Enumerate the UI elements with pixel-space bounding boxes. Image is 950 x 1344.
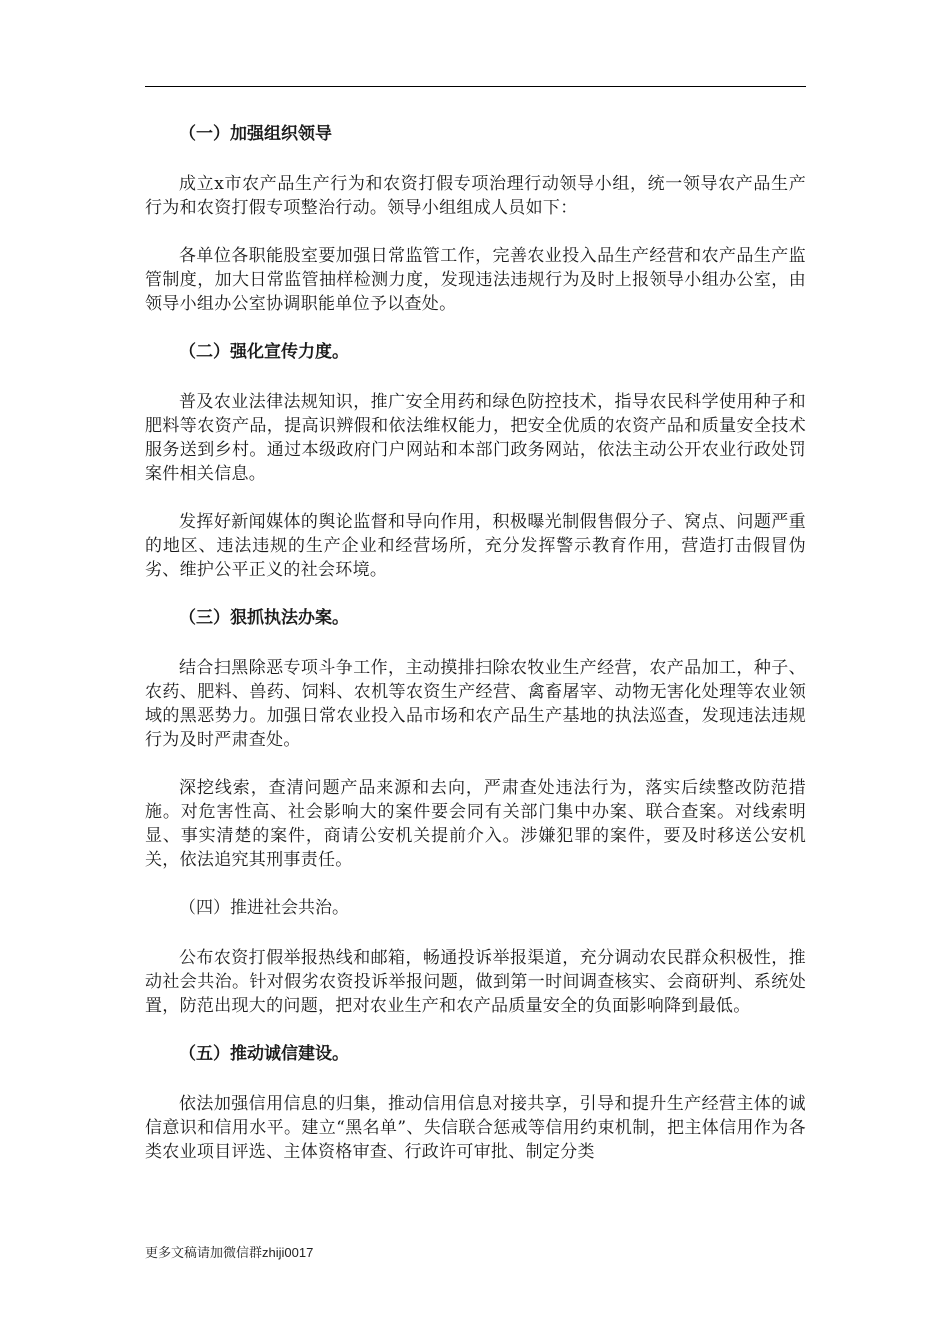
section-heading-2: （二）强化宣传力度。 xyxy=(179,342,349,362)
paragraph: 结合扫黑除恶专项斗争工作，主动摸排扫除农牧业生产经营，农产品加工，种子、农药、肥料、兽药、饲料、农机等农资生产经营、禽畜屠宰、动物无害化处理等农业领域的黑恶势力。加强日常农业投入品市场和农产品生产基地的执法巡查，发现违法违规行为及时严肃查处。 xyxy=(145,658,806,750)
section-heading-1: （一）加强组织领导 xyxy=(179,124,332,144)
section-heading-3: （三）狠抓执法办案。 xyxy=(179,608,349,628)
section-heading-4: （四）推进社会共治。 xyxy=(179,898,349,918)
paragraph: 依法加强信用信息的归集，推动信用信息对接共享，引导和提升生产经营主体的诚信意识和信用水平。建立“黑名单”、失信联合惩戒等信用约束机制，把主体信用作为各类农业项目评选、主体资格审查、行政许可审批、制定分类 xyxy=(145,1094,806,1162)
paragraph: 成立x市农产品生产行为和农资打假专项治理行动领导小组，统一领导农产品生产行为和农资打假专项整治行动。领导小组组成人员如下： xyxy=(145,174,806,218)
header-rule xyxy=(145,86,806,87)
paragraph: 普及农业法律法规知识，推广安全用药和绿色防控技术，指导农民科学使用种子和肥料等农资产品，提高识辨假和依法维权能力，把安全优质的农资产品和质量安全技术服务送到乡村。通过本级政府门户网站和本部门政务网站，依法主动公开农业行政处罚案件相关信息。 xyxy=(145,392,806,484)
section-heading-5: （五）推动诚信建设。 xyxy=(179,1044,349,1064)
paragraph: 公布农资打假举报热线和邮箱，畅通投诉举报渠道，充分调动农民群众积极性，推动社会共治。针对假劣农资投诉举报问题，做到第一时间调查核实、会商研判、系统处置，防范出现大的问题，把对农业生产和农产品质量安全的负面影响降到最低。 xyxy=(145,948,806,1016)
paragraph: 深挖线索，查清问题产品来源和去向，严肃查处违法行为，落实后续整改防范措施。对危害性高、社会影响大的案件要会同有关部门集中办案、联合查案。对线索明显、事实清楚的案件，商请公安机关提前介入。涉嫌犯罪的案件，要及时移送公安机关，依法追究其刑事责任。 xyxy=(145,778,806,870)
paragraph: 发挥好新闻媒体的舆论监督和导向作用，积极曝光制假售假分子、窝点、问题严重的地区、违法违规的生产企业和经营场所，充分发挥警示教育作用，营造打击假冒伪劣、维护公平正义的社会环境。 xyxy=(145,512,806,580)
document-body xyxy=(145,122,806,1164)
footer-note: 更多文稿请加微信群zhiji0017 xyxy=(145,1245,314,1260)
paragraph: 各单位各职能股室要加强日常监管工作，完善农业投入品生产经营和农产品生产监管制度，加大日常监管抽样检测力度，发现违法违规行为及时上报领导小组办公室，由领导小组办公室协调职能单位予以查处。 xyxy=(145,246,806,314)
